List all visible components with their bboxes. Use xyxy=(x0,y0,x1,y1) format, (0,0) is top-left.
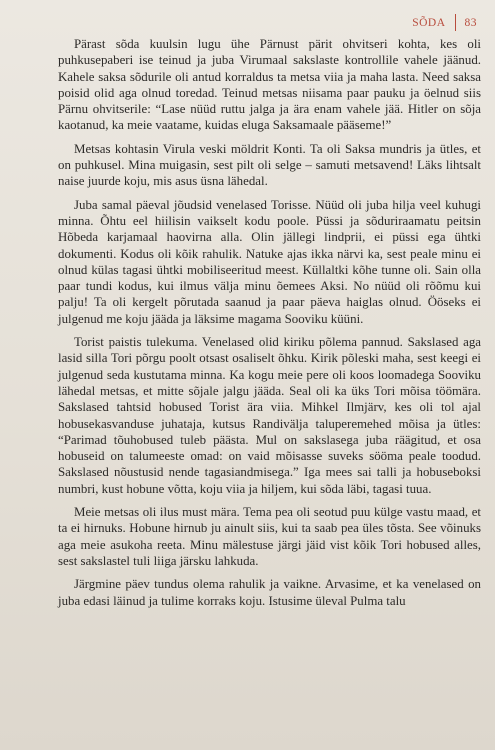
paragraph-2: Metsas kohtasin Virula veski möldrit Konti. Ta oli Saksa mundris ja ütles, et on puhkusel. Mina muigasin, sest pilt oli selge – samuti metsavend! Läks lihtsalt naise juurde koju, mis asus üsna lähedal. xyxy=(58,141,481,189)
paragraph-4: Torist paistis tulekuma. Venelased olid kiriku põlema pannud. Sakslased aga lasid silla Tori põrgu poolt otsast osaliselt õhku. Kirik põleski maha, sest keegi ei julgenud seda kustutama minna. Ka kogu meie pere oli koos loomadega Sooviku lähedal metsas, et mitte sõjale jalgu jääda. Seal oli ka üks Tori mõisa töömära. Sakslased tahtsid hobused Torist ära viia. Mihkel Ilmjärv, kes oli tol ajal hobusekasvanduse juhataja, kutsus Randivälja taluperemehed mõisa ja ütles: “Parimad tõuhobused tuleb päästa. Mul on sakslasega juba räägitud, et osa hobuseid on talumeeste omad: on vaid mõisasse suveks sööma peale toodud. Sakslased nõustusid nende tagasiandmisega.” Iga mees sai talli ja hobuseboksi numbri, kust hobune võtta, koju viia ja hiljem, kui sõda läbi, tagasi tuua. xyxy=(58,335,481,496)
paragraph-1: Pärast sõda kuulsin lugu ühe Pärnust pärit ohvitseri kohta, kes oli puhkusepaberi ise teinud ja juba Virumaal sakslaste kontrollile vahele jäänud. Kahele saksa sõdurile oli antud korraldus ta metsa viia ja maha lasta. Need saksa poisid olid aga olnud toredad. Teinud metsas niisama paar pauku ja öelnud siis Pärnu ohvitserile: “Lase nüüd ruttu jalga ja ära enam vahele jää. Hitler on sõja kaotanud, ka meie vaatame, kuidas eluga Saksamaale pääseme!” xyxy=(58,37,481,133)
paragraph-5: Meie metsas oli ilus must mära. Tema pea oli seotud puu külge vastu maad, et ta ei hirnuks. Hobune hirnub ju ainult siis, kui ta saab pea üles tõsta. See võinuks aga meie asukoha reeta. Minu mälestuse järgi jäid vist kõik Tori hobused alles, sest sakslastel tuli liiga järsku lahkuda. xyxy=(58,505,481,568)
body-text xyxy=(58,36,481,616)
page-number: 83 xyxy=(464,16,477,29)
chapter-title: SÕDA xyxy=(412,16,446,29)
header-divider xyxy=(455,14,456,31)
running-header xyxy=(412,14,477,31)
paragraph-6: Järgmine päev tundus olema rahulik ja vaikne. Arvasime, et ka venelased on juba edasi läinud ja tulime korraks koju. Istusime üleval Pulma talu xyxy=(58,577,481,608)
paragraph-3: Juba samal päeval jõudsid venelased Torisse. Nüüd oli juba hilja veel kuhugi minna. Õhtu eel hiilisin vaikselt kodu poole. Püssi ja sõduriraamatu peitsin Hõbeda karjamaal haovirna alla. Olin jällegi lindprii, ei püssi ega ühtki dokumenti. Kodus oli kõik rahulik. Natuke ajas ikka närvi ka, sest peale minu ei olnud külas tagasi ühtki mobiliseeritud meest. Küllaltki kõhe tunne oli. Sain olla paar tundi kodus, kui ilmus välja minu õemees Aksi. No nüüd oli rõõmu kui palju! Ta oli kergelt põrutada saanud ja paar päeva haiglas olnud. Ööseks ei julgenud me koju jääda ja läksime magama Sooviku küüni. xyxy=(58,197,481,326)
